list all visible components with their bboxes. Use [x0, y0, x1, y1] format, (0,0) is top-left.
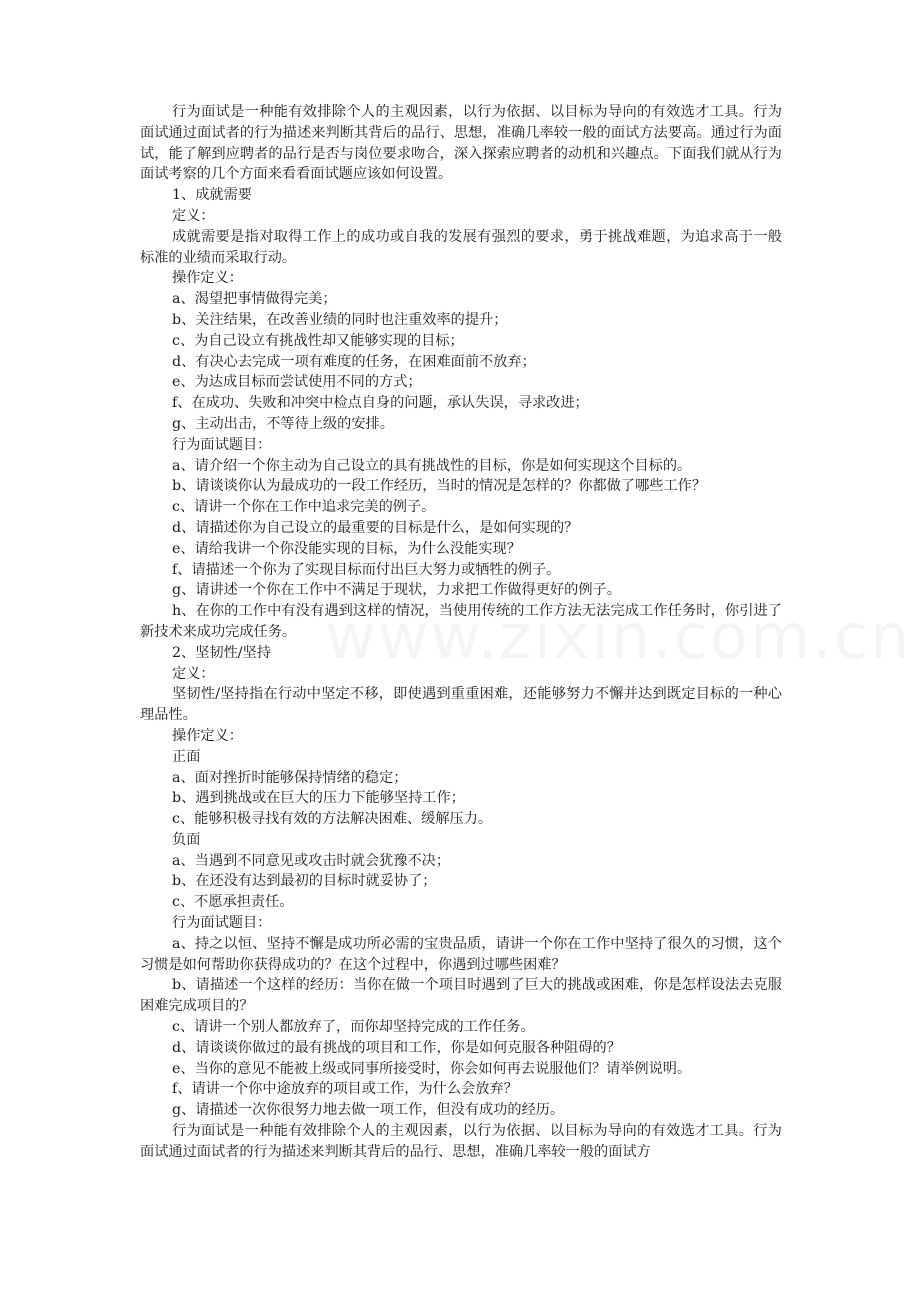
section-heading-achievement: 1、成就需要	[172, 187, 252, 204]
question-item: e、当你的意见不能被上级或同事所接受时，你会如何再去说服他们？请举例说明。	[172, 1060, 692, 1077]
question-item: b、请谈谈你认为最成功的一段工作经历，当时的情况是怎样的？你都做了哪些工作？	[172, 478, 707, 495]
intro-paragraph: 行为面试是一种能有效排除个人的主观因素，以行为依据、以目标为导向的有效选才工具。行为面试通过面试者的行为描述来判断其背后的品行、思想，准确几率较一般的面试方法要高。通过行为面试，能了解到应聘者的品行是否与岗位要求吻合，深入探索应聘者的动机和兴趣点。下面我们就从行为面试考察的几个方面来看看面试题应该如何设置。	[140, 104, 782, 183]
question-item: c、请讲一个别人都放弃了，而你却坚持完成的工作任务。	[172, 1019, 535, 1036]
definition-label: 定义：	[172, 665, 215, 682]
list-item: g、主动出击，不等待上级的安排。	[172, 415, 394, 432]
question-item: c、请讲一个你在工作中追求完美的例子。	[172, 499, 436, 516]
list-item: e、为达成目标而尝试使用不同的方式；	[172, 374, 422, 391]
question-item: b、请描述一个这样的经历：当你在做一个项目时遇到了巨大的挑战或困难，你是怎样设法去克服困难完成项目的？	[140, 977, 782, 1015]
definition-text: 坚韧性/坚持指在行动中坚定不移，即使遇到重重困难，还能够努力不懈并达到既定目标的一种心理品性。	[140, 686, 782, 724]
question-item: e、请给我讲一个你没能实现的目标，为什么没能实现？	[172, 540, 521, 557]
positive-label: 正面	[172, 748, 201, 765]
repeated-intro-paragraph: 行为面试是一种能有效排除个人的主观因素，以行为依据、以目标为导向的有效选才工具。行为面试通过面试者的行为描述来判断其背后的品行、思想，准确几率较一般的面试方	[140, 1123, 782, 1160]
definition-text: 成就需要是指对取得工作上的成功或自我的发展有强烈的要求，勇于挑战难题，为追求高于一般标准的业绩而采取行动。	[140, 228, 782, 266]
interview-questions-label: 行为面试题目：	[172, 915, 272, 932]
list-item: d、有决心去完成一项有难度的任务，在困难面前不放弃；	[172, 353, 536, 370]
question-item: a、持之以恒、坚持不懈是成功所必需的宝贵品质，请讲一个你在工作中坚持了很久的习惯，这个习惯是如何帮助你获得成功的？在这个过程中，你遇到过哪些困难？	[140, 935, 782, 973]
list-item: a、面对挫折时能够保持情绪的稳定；	[172, 769, 408, 786]
operational-definition-label: 操作定义：	[172, 727, 243, 744]
question-item: g、请讲述一个你在工作中不满足于现状，力求把工作做得更好的例子。	[172, 582, 621, 599]
question-item: f、请讲一个你中途放弃的项目或工作，为什么会放弃？	[172, 1081, 518, 1098]
list-item: b、遇到挑战或在巨大的压力下能够坚持工作；	[172, 790, 465, 807]
question-item: d、请描述你为自己设立的最重要的目标是什么，是如何实现的？	[172, 519, 579, 536]
question-item: d、请谈谈你做过的最有挑战的项目和工作，你是如何克服各种阻碍的？	[172, 1039, 621, 1056]
operational-definition-label: 操作定义：	[172, 270, 243, 287]
question-item: a、请介绍一个你主动为自己设立的具有挑战性的目标，你是如何实现这个目标的。	[172, 457, 692, 474]
section-heading-persistence: 2、坚韧性/坚持	[172, 644, 271, 661]
list-item: f、在成功、失败和冲突中检点自身的问题，承认失误，寻求改进；	[172, 395, 589, 412]
list-item: c、为自己设立有挑战性却又能够实现的目标；	[172, 332, 464, 349]
list-item: a、渴望把事情做得完美；	[172, 291, 337, 308]
negative-label: 负面	[172, 831, 201, 848]
list-item: c、能够积极寻找有效的方法解决困难、缓解压力。	[172, 811, 493, 828]
definition-label: 定义：	[172, 207, 215, 224]
question-item: f、请描述一个你为了实现目标而付出巨大努力或牺牲的例子。	[172, 561, 561, 578]
list-item: b、在还没有达到最初的目标时就妥协了；	[172, 873, 437, 890]
interview-questions-label: 行为面试题目：	[172, 436, 272, 453]
document-body	[140, 102, 782, 1163]
list-item: a、当遇到不同意见或攻击时就会犹豫不决；	[172, 852, 451, 869]
list-item: c、不愿承担责任。	[172, 894, 294, 911]
question-item: g、请描述一次你很努力地去做一项工作，但没有成功的经历。	[172, 1102, 565, 1119]
list-item: b、关注结果，在改善业绩的同时也注重效率的提升；	[172, 311, 508, 328]
question-item: h、在你的工作中有没有遇到这样的情况，当使用传统的工作方法无法完成工作任务时，你引进了新技术来成功完成任务。	[140, 603, 782, 640]
